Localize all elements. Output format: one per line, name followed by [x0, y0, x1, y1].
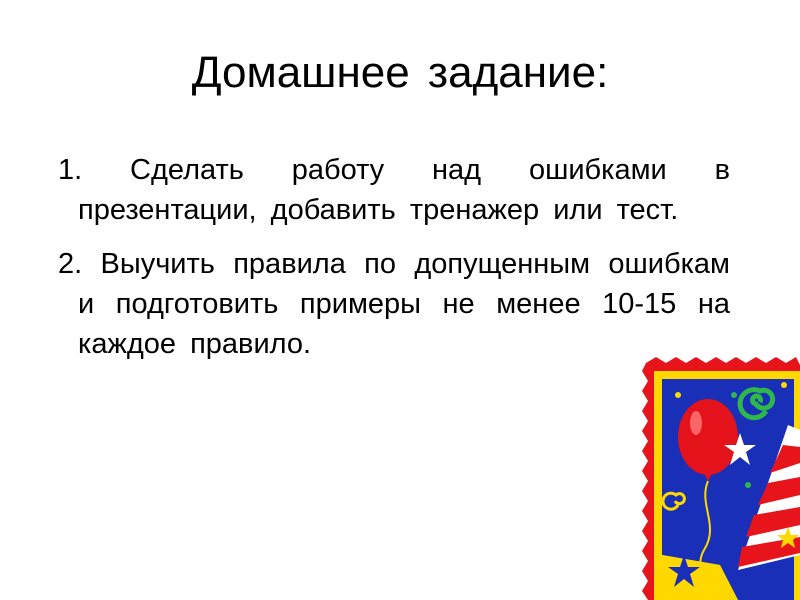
list-item: 1. Сделать работу над ошибками в презентации, добавить тренажер или тест. [58, 154, 730, 226]
homework-list [58, 150, 730, 378]
list-item: 2. Выучить правила по допущенным ошибкам и подготовить примеры не менее 10-15 на каждое правило. [58, 248, 730, 360]
page-title: Домашнее задание: [191, 48, 609, 97]
party-balloon-icon [638, 355, 800, 600]
balloon [678, 399, 738, 475]
